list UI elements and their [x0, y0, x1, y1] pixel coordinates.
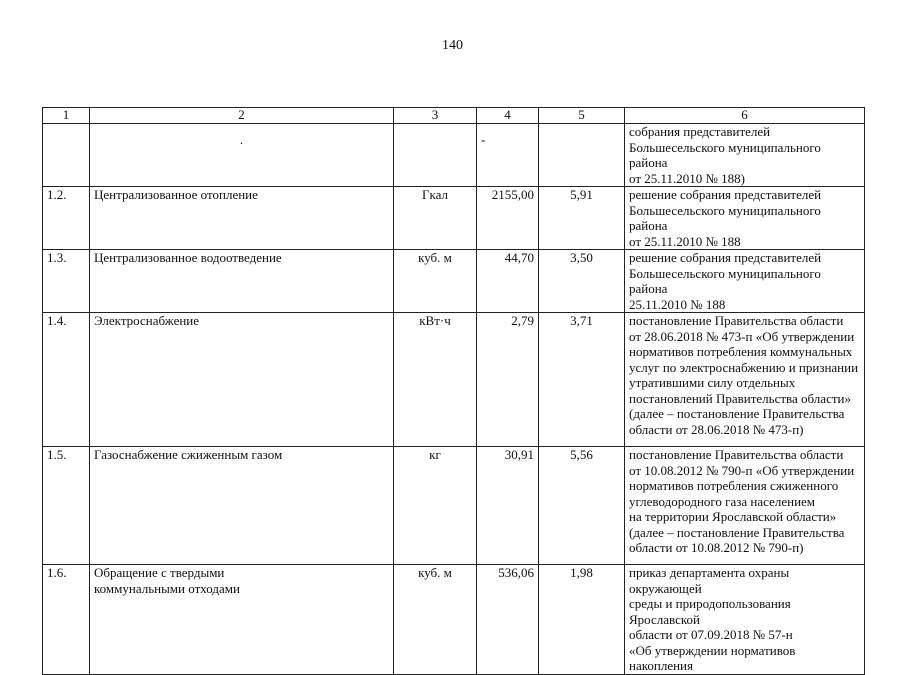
page-number: 140 [442, 38, 463, 53]
norm: 3,71 [539, 313, 625, 447]
row-number: 1.4. [43, 313, 90, 447]
header-cell: 3 [394, 108, 477, 124]
table-header-row [43, 108, 865, 124]
value: 30,91 [477, 447, 539, 565]
row-number: 1.5. [43, 447, 90, 565]
norm: 5,91 [539, 187, 625, 250]
header-cell: 5 [539, 108, 625, 124]
service-name: Централизованное отопление [90, 187, 394, 250]
tariff-table [42, 107, 865, 675]
value: 536,06 [477, 565, 539, 675]
header-cell: 4 [477, 108, 539, 124]
header-cell: 1 [43, 108, 90, 124]
row-number: 1.6. [43, 565, 90, 675]
unit: куб. м [394, 565, 477, 675]
unit: куб. м [394, 250, 477, 313]
unit: Гкал [394, 187, 477, 250]
header-cell: 6 [625, 108, 865, 124]
legal-basis: приказ департамента охраны окружающей среды и природопользования Ярославской области от 07.09.2018 № 57-н «Об утверждении нормативов накопления [625, 565, 865, 675]
unit [394, 124, 477, 187]
value: 2,79 [477, 313, 539, 447]
row-number: 1.2. [43, 187, 90, 250]
legal-basis: постановление Правительства области от 28.06.2018 № 473-п «Об утверждении нормативов потребления коммунальных услуг по электроснабжению и признании утратившими силу отдельных постановлений Правительства области» (далее – постановление Правительства области от 28.06.2018 № 473-п) [625, 313, 865, 447]
service-name: Обращение с твердыми коммунальными отходами [90, 565, 394, 675]
norm: 3,50 [539, 250, 625, 313]
table-row [43, 124, 865, 187]
value: - [477, 124, 539, 187]
row-number [43, 124, 90, 187]
table-row [43, 565, 865, 675]
legal-basis: постановление Правительства области от 10.08.2012 № 790-п «Об утверждении нормативов потребления сжиженного углеводородного газа населением на территории Ярославской области» (далее – постановление Правительства области от 10.08.2012 № 790-п) [625, 447, 865, 565]
unit: кВт·ч [394, 313, 477, 447]
service-name: Централизованное водоотведение [90, 250, 394, 313]
table-row [43, 187, 865, 250]
legal-basis: решение собрания представителей Большесельского муниципального района от 25.11.2010 № 188 [625, 187, 865, 250]
row-number: 1.3. [43, 250, 90, 313]
value: 2155,00 [477, 187, 539, 250]
header-cell: 2 [90, 108, 394, 124]
unit: кг [394, 447, 477, 565]
norm: 1,98 [539, 565, 625, 675]
legal-basis: собрания представителей Большесельского муниципального района от 25.11.2010 № 188) [625, 124, 865, 187]
table-row [43, 447, 865, 565]
legal-basis: решение собрания представителей Большесельского муниципального района 25.11.2010 № 188 [625, 250, 865, 313]
service-name: Электроснабжение [90, 313, 394, 447]
table-row [43, 250, 865, 313]
service-name: . [90, 124, 394, 187]
value: 44,70 [477, 250, 539, 313]
norm: 5,56 [539, 447, 625, 565]
table-row [43, 313, 865, 447]
norm [539, 124, 625, 187]
service-name: Газоснабжение сжиженным газом [90, 447, 394, 565]
